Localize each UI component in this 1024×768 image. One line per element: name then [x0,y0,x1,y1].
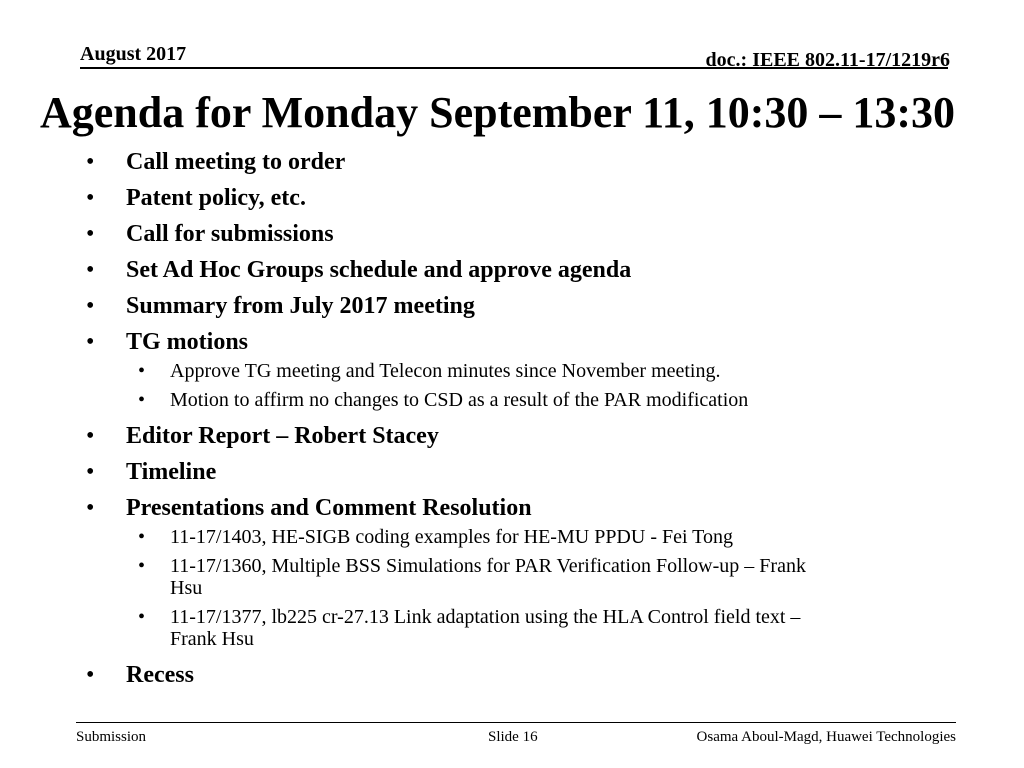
agenda-item-label: Timeline [126,459,217,485]
bullet: • [86,495,95,521]
bullet: • [86,257,95,283]
agenda-subitem-label: Motion to affirm no changes to CSD as a result of the PAR modification [170,389,749,411]
agenda-subitem [80,555,820,599]
agenda-subitem-label: 11-17/1377, lb225 cr-27.13 Link adaptation using the HLA Control field text – Frank Hsu [170,606,801,650]
bullet: • [138,555,146,577]
bullet: • [138,606,146,628]
agenda-item-label: Summary from July 2017 meeting [126,293,475,319]
bullet: • [86,662,95,688]
agenda-item-label: Recess [126,662,194,688]
agenda-sublist-presentations [80,526,920,650]
slide-title: Agenda for Monday September 11, 10:30 – 13:30 [40,88,956,137]
agenda-item-july-summary [80,288,920,324]
agenda-subitem [80,360,820,382]
agenda-item-label: Patent policy, etc. [126,185,306,211]
footer-submission: Submission [76,729,147,745]
bullet: • [86,185,95,211]
agenda-item-label: Presentations and Comment Resolution [126,495,532,521]
agenda-sublist-container [80,360,920,411]
header-divider [80,67,948,69]
agenda-item-patent-policy [80,180,920,216]
agenda-item-tg-motions [80,324,920,360]
agenda-subitem [80,389,820,411]
bullet: • [138,526,146,548]
footer-slide-number: Slide 16 [488,729,538,745]
bullet: • [86,149,95,175]
agenda-item-call-to-order [80,144,920,180]
bullet: • [138,389,146,411]
agenda-subitem [80,526,820,548]
agenda-sublist-container [80,526,920,650]
agenda-item-recess [80,657,920,693]
agenda-subitem-label: 11-17/1403, HE-SIGB coding examples for HE-MU PPDU - Fei Tong [170,526,733,548]
agenda-list [80,144,920,693]
agenda-item-timeline [80,454,920,490]
agenda-subitem-label: 11-17/1360, Multiple BSS Simulations for PAR Verification Follow-up – Frank Hsu [170,555,806,599]
bullet: • [86,459,95,485]
agenda-subitem [80,606,820,650]
footer-divider [76,722,956,723]
agenda-item-label: Set Ad Hoc Groups schedule and approve agenda [126,257,632,283]
bullet: • [86,423,95,449]
agenda-item-presentations [80,490,920,526]
agenda-item-label: Call for submissions [126,221,334,247]
bullet: • [86,293,95,319]
bullet: • [86,221,95,247]
agenda-item-label: Call meeting to order [126,149,346,175]
header-date: August 2017 [80,43,187,65]
agenda-item-label: Editor Report – Robert Stacey [126,423,439,449]
agenda-item-call-for-submissions [80,216,920,252]
agenda-sublist-tg-motions [80,360,920,411]
header-doc-id: doc.: IEEE 802.11-17/1219r6 [705,49,950,71]
agenda-item-label: TG motions [126,329,249,355]
bullet: • [138,360,146,382]
agenda-item-editor-report [80,418,920,454]
agenda-subitem-label: Approve TG meeting and Telecon minutes since November meeting. [170,360,721,382]
agenda-item-ad-hoc-schedule [80,252,920,288]
bullet: • [86,329,95,355]
footer-author: Osama Aboul-Magd, Huawei Technologies [696,729,956,745]
